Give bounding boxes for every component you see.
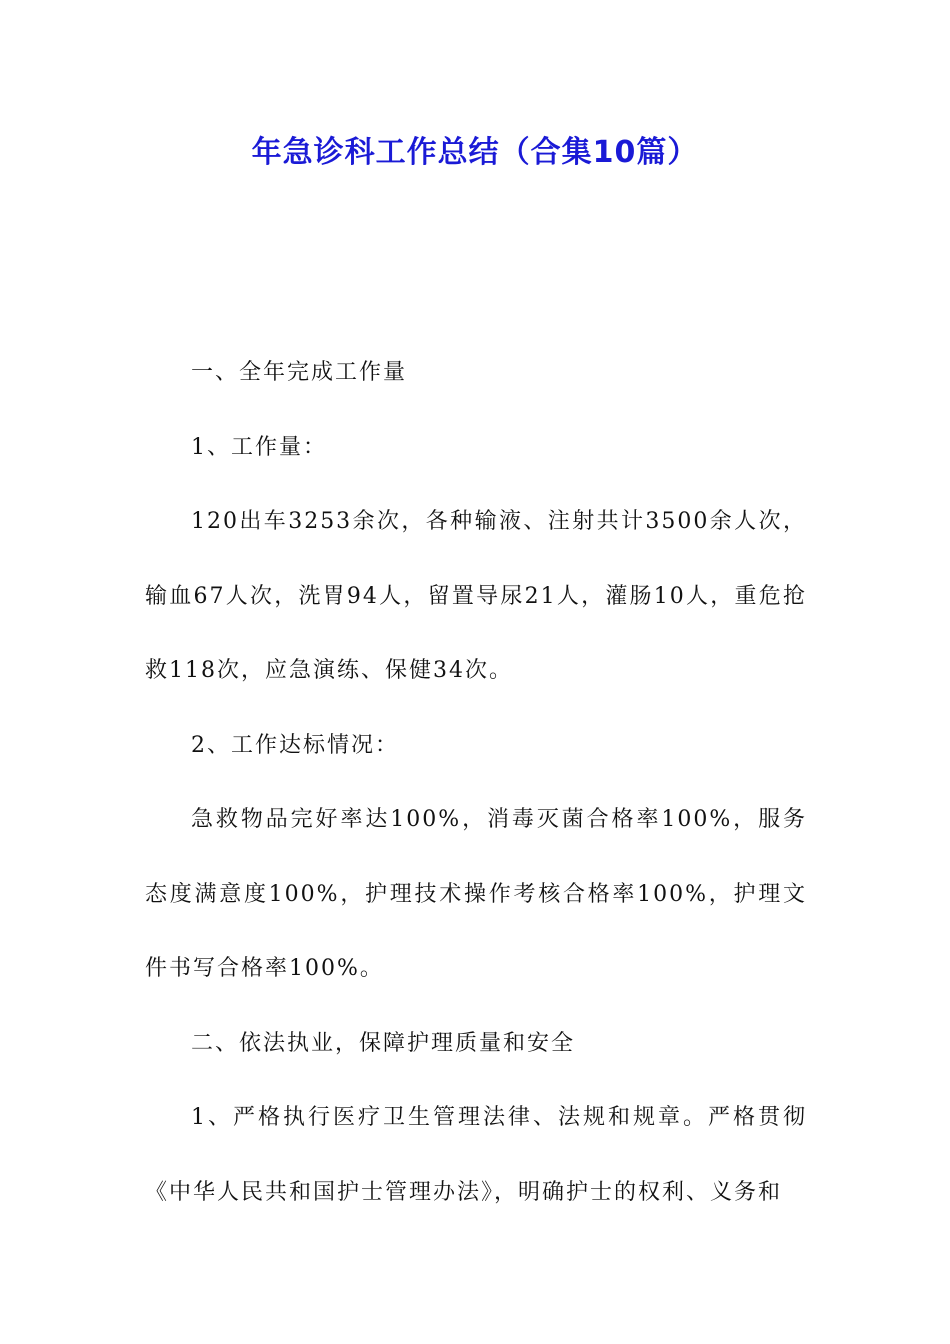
subheading-standards: 2、工作达标情况： — [191, 732, 399, 758]
paragraph-standards-rates: 急救物品完好率达100%，消毒灭菌合格率100%，服务态度满意度100%，护理技术操作考核合格率100%，护理文件书写合格率100%。 — [145, 807, 807, 981]
paragraph-regulations: 1、严格执行医疗卫生管理法律、法规和规章。严格贯彻《中华人民共和国护士管理办法》，明确护士的权利、义务和 — [145, 1105, 807, 1205]
section-heading-law-safety: 二、依法执业，保障护理质量和安全 — [191, 1030, 576, 1056]
document-title: 年急诊科工作总结（合集10篇） — [251, 135, 699, 170]
subheading-workload: 1、工作量： — [191, 434, 327, 460]
paragraph-workload-stats: 120出车3253余次，各种输液、注射共计3500余人次，输血67人次，洗胃94人，留置导尿21人，灌肠10人，重危抢救118次，应急演练、保健34次。 — [145, 509, 807, 683]
section-heading-workload: 一、全年完成工作量 — [191, 360, 408, 385]
document-body — [145, 336, 807, 1230]
